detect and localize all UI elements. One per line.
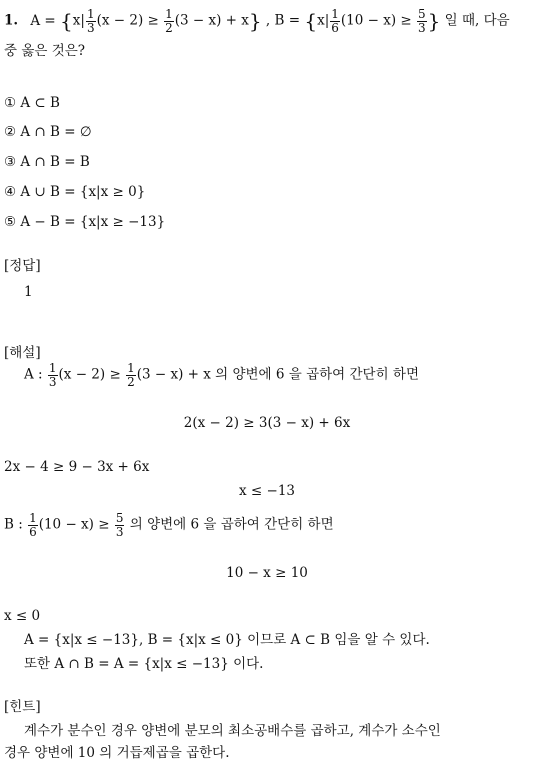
set-b-frac-1: $\frac{1}{6}$	[331, 7, 339, 35]
solution-line-b	[4, 512, 334, 538]
solution-b-frac-2: $\frac{5}{3}$	[115, 511, 124, 539]
solution-b-prefix: B :	[4, 516, 28, 533]
set-a-mid: (x − 2) ≥	[96, 12, 164, 29]
solution-eq-4: 10 − x ≥ 10	[226, 565, 308, 581]
solution-eq-5: x ≤ 0	[4, 608, 41, 624]
set-b-open-brace: {	[304, 9, 318, 34]
choice-3: ③ A ∩ B = B	[4, 154, 90, 170]
solution-eq-3: x ≤ −13	[239, 483, 295, 499]
set-a-prefix: A =	[30, 12, 61, 29]
set-b-var: x|	[317, 12, 330, 29]
solution-eq-1: 2(x − 2) ≥ 3(3 − x) + 6x	[183, 415, 351, 431]
choice-5: ⑤ A − B = {x|x ≥ −13}	[4, 214, 166, 230]
solution-eq-2: 2x − 4 ≥ 9 − 3x + 6x	[4, 459, 150, 475]
choice-1: ① A ⊂ B	[4, 95, 60, 111]
set-b-frac-2: $\frac{5}{3}$	[418, 7, 426, 35]
solution-label: [해설]	[4, 345, 41, 361]
problem-suffix: 일 때, 다음	[440, 12, 510, 29]
solution-a-tail: (3 − x) + x 의 양변에 6 을 곱하여 간단히 하면	[136, 366, 420, 383]
solution-line-a	[24, 362, 419, 388]
solution-b-tail: 의 양변에 6 을 곱하여 간단히 하면	[125, 516, 334, 533]
hint-line-2: 경우 양변에 10 의 거듭제곱을 곱한다.	[4, 745, 230, 761]
set-b-close-brace: }	[427, 9, 441, 34]
answer-label: [정답]	[4, 258, 41, 274]
solution-a-frac-1: $\frac{1}{3}$	[48, 361, 57, 389]
solution-a-prefix: A :	[24, 366, 47, 383]
choice-4: ④ A ∪ B = {x|x ≥ 0}	[4, 184, 146, 200]
set-a-close-brace: }	[248, 9, 262, 34]
choice-2: ② A ∩ B = ∅	[4, 124, 92, 140]
solution-conclusion-2: 또한 A ∩ B = A = {x|x ≤ −13} 이다.	[24, 656, 264, 672]
set-b-mid: (10 − x) ≥	[340, 12, 417, 29]
problem-number: 1.	[4, 12, 19, 29]
set-a-tail: (3 − x) + x	[174, 12, 249, 29]
set-a-var: x|	[72, 12, 85, 29]
problem-line-2: 중 옳은 것은?	[4, 43, 86, 59]
solution-b-frac-1: $\frac{1}{6}$	[29, 511, 37, 539]
solution-a-frac-2: $\frac{1}{2}$	[127, 361, 135, 389]
hint-line-1: 계수가 분수인 경우 양변에 분모의 최소공배수를 곱하고, 계수가 소수인	[24, 723, 441, 739]
problem-line-1	[4, 8, 510, 34]
solution-conclusion-1: A = {x|x ≤ −13}, B = {x|x ≤ 0} 이므로 A ⊂ B 임을 알 수 있다.	[24, 632, 430, 648]
answer-value: 1	[24, 284, 33, 300]
solution-a-mid: (x − 2) ≥	[58, 366, 126, 383]
solution-b-mid: (10 − x) ≥	[38, 516, 114, 533]
hint-label: [힌트]	[4, 699, 41, 715]
set-a-open-brace: {	[60, 9, 73, 34]
set-a-frac-2: $\frac{1}{2}$	[165, 7, 173, 35]
set-separator: , B =	[261, 12, 305, 29]
set-a-frac-1: $\frac{1}{3}$	[86, 7, 95, 35]
